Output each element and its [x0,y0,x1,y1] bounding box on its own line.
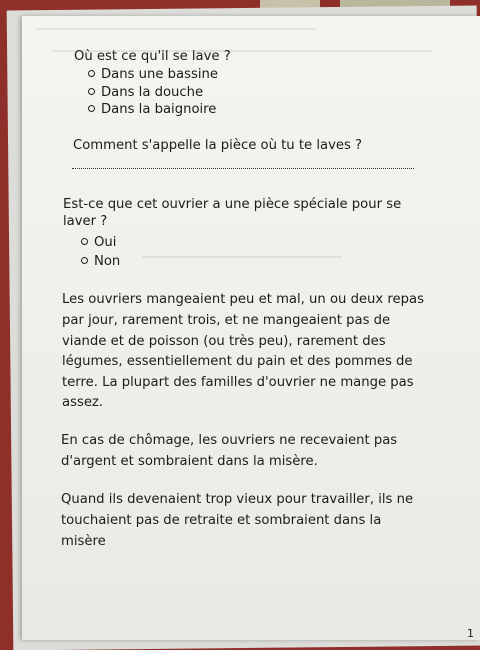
option-label: Dans la baignoire [101,102,217,117]
option-label: Dans une bassine [101,67,219,82]
radio-circle-icon [81,257,88,264]
option-baignoire[interactable] [88,102,216,118]
paragraph-3-line: misère [61,534,106,549]
option-bassine[interactable] [88,67,218,83]
answer-line[interactable] [72,168,414,169]
worksheet-page [22,16,480,640]
question-3-line-1: Est-ce que cet ouvrier a une pièce spéciale pour se [63,197,402,212]
paragraph-1-line: Les ouvriers mangeaient peu et mal, un ou deux repas [62,292,424,307]
radio-circle-icon [88,88,95,95]
paragraph-2-line: d'argent et sombraient dans la misère. [61,454,318,469]
radio-circle-icon [88,70,95,77]
bleed-through-line [36,28,316,30]
paragraph-3-line: touchaient pas de retraite et sombraient dans la [61,513,382,528]
paragraph-1-line: terre. La plupart des familles d'ouvrier ne mange pas [62,375,414,390]
option-label: Non [94,254,121,269]
bleed-through-line [142,256,342,258]
paragraph-1-line: légumes, essentiellement du pain et des pommes de [62,354,413,369]
radio-circle-icon [81,238,88,245]
paragraph-1-line: par jour, rarement trois, et ne mangeaient pas de [62,313,391,328]
option-non[interactable] [81,254,120,270]
option-oui[interactable] [81,235,116,251]
question-1: Où est ce qu'il se lave ? [74,49,231,64]
radio-circle-icon [88,105,95,112]
question-3-line-2: laver ? [63,214,108,229]
option-douche[interactable] [88,85,203,101]
question-2: Comment s'appelle la pièce où tu te laves ? [73,138,363,153]
option-label: Oui [94,235,117,250]
page-number: 1 [467,627,474,640]
paragraph-1-line: assez. [62,395,104,410]
paragraph-2-line: En cas de chômage, les ouvriers ne recevaient pas [61,433,398,448]
paragraph-1-line: viande et de poisson (ou très peu), rarement des [62,334,386,349]
option-label: Dans la douche [101,85,204,100]
paragraph-3-line: Quand ils devenaient trop vieux pour travailler, ils ne [61,492,414,507]
